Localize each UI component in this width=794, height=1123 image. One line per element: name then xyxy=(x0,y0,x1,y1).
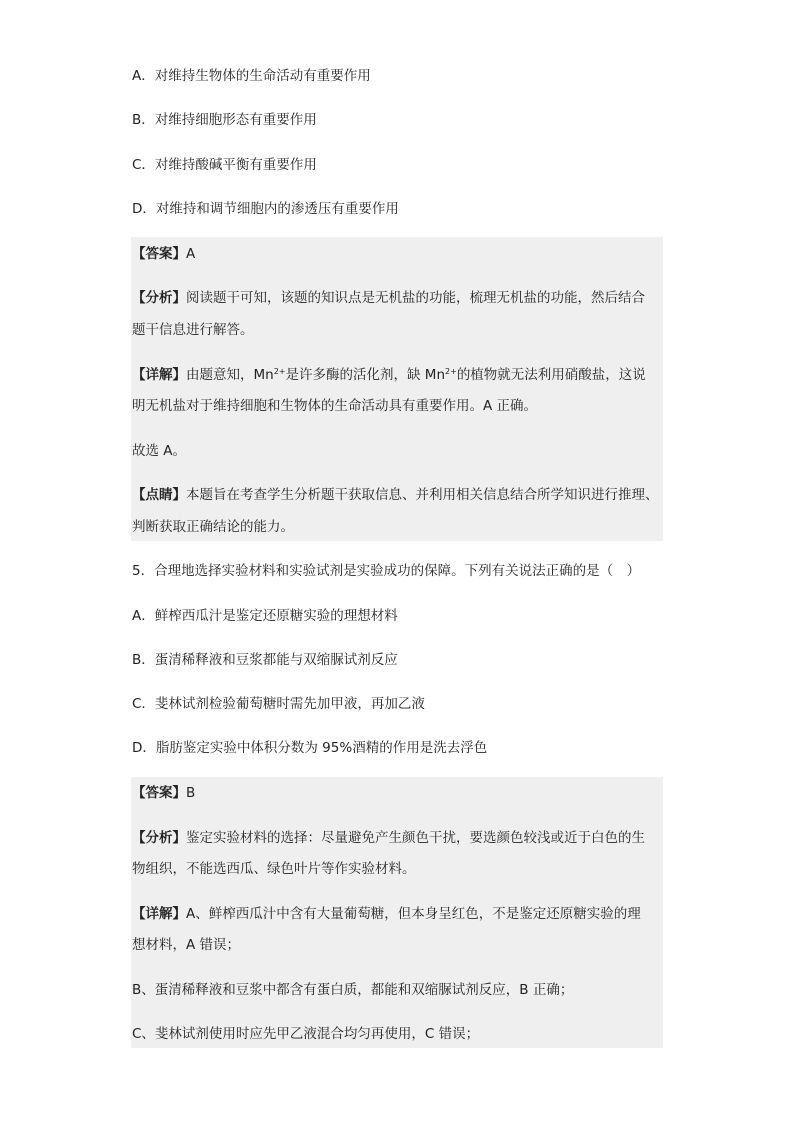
detail-text: 的植物就无法利用硝酸盐，这说 xyxy=(456,367,646,383)
analysis-label: 【分析】 xyxy=(132,830,186,846)
analysis-text: 鉴定实验材料的选择：尽量避免产生颜色干扰，要选颜色较浅或近于白色的生 xyxy=(186,830,645,846)
comment-text: 本题旨在考查学生分析题干获取信息、并利用相关信息结合所学知识进行推理、 xyxy=(186,487,659,503)
q4-detail-line1 xyxy=(132,365,646,385)
q5-stem: 5．合理地选择实验材料和实验试剂是实验成功的保障。下列有关说法正确的是（ ） xyxy=(132,563,641,579)
detail-text: 是许多酶的活化剂，缺 Mn xyxy=(285,367,446,383)
q5-detail-line2: 想材料，A 错误； xyxy=(132,937,241,953)
analysis-text: 阅读题干可知，该题的知识点是无机盐的功能，梳理无机盐的功能，然后结合 xyxy=(186,290,645,306)
detail-text: A、鲜榨西瓜汁中含有大量葡萄糖，但本身呈红色，不是鉴定还原糖实验的理 xyxy=(186,906,641,922)
q5-analysis-line2: 物组织，不能选西瓜、绿色叶片等作实验材料。 xyxy=(132,861,416,877)
q5-answer xyxy=(132,783,195,803)
q4-option-d: D．对维持和调节细胞内的渗透压有重要作用 xyxy=(132,201,399,217)
q4-option-a: A．对维持生物体的生命活动有重要作用 xyxy=(132,68,371,84)
q4-answer xyxy=(132,244,195,264)
q4-analysis-line2: 题干信息进行解答。 xyxy=(132,322,254,338)
detail-label: 【详解】 xyxy=(132,906,186,922)
q4-option-b: B．对维持细胞形态有重要作用 xyxy=(132,112,317,128)
detail-label: 【详解】 xyxy=(132,367,186,383)
q4-option-c: C．对维持酸碱平衡有重要作用 xyxy=(132,157,317,173)
comment-label: 【点睛】 xyxy=(132,487,186,503)
q5-option-b: B．蛋清稀释液和豆浆都能与双缩脲试剂反应 xyxy=(132,652,398,668)
q4-comment-line1 xyxy=(132,485,659,505)
q4-detail-line2: 明无机盐对于维持细胞和生物体的生命活动具有重要作用。A 正确。 xyxy=(132,398,538,414)
q4-comment-line2: 判断获取正确结论的能力。 xyxy=(132,519,294,535)
q5-option-c: C．斐林试剂检验葡萄糖时需先加甲液，再加乙液 xyxy=(132,696,425,712)
superscript: 2+ xyxy=(445,367,457,376)
q5-detail-line1 xyxy=(132,904,641,924)
q5-option-d: D．脂肪鉴定实验中体积分数为 95%酒精的作用是洗去浮色 xyxy=(132,740,488,756)
q4-analysis-line1 xyxy=(132,288,645,308)
detail-text: 由题意知，Mn xyxy=(186,367,274,383)
answer-label: 【答案】 xyxy=(132,785,186,801)
q5-detail-line3: B、蛋清稀释液和豆浆中都含有蛋白质，都能和双缩脲试剂反应，B 正确； xyxy=(132,982,574,998)
answer-value: A xyxy=(186,246,196,262)
superscript: 2+ xyxy=(273,367,286,376)
q4-conclusion: 故选 A。 xyxy=(132,443,187,459)
q5-option-a: A．鲜榨西瓜汁是鉴定还原糖实验的理想材料 xyxy=(132,608,398,624)
answer-value: B xyxy=(186,785,196,801)
q5-detail-line4: C、斐林试剂使用时应先甲乙液混合均匀再使用，C 错误； xyxy=(132,1026,480,1042)
analysis-label: 【分析】 xyxy=(132,290,186,306)
answer-label: 【答案】 xyxy=(132,246,186,262)
q5-analysis-line1 xyxy=(132,828,645,848)
